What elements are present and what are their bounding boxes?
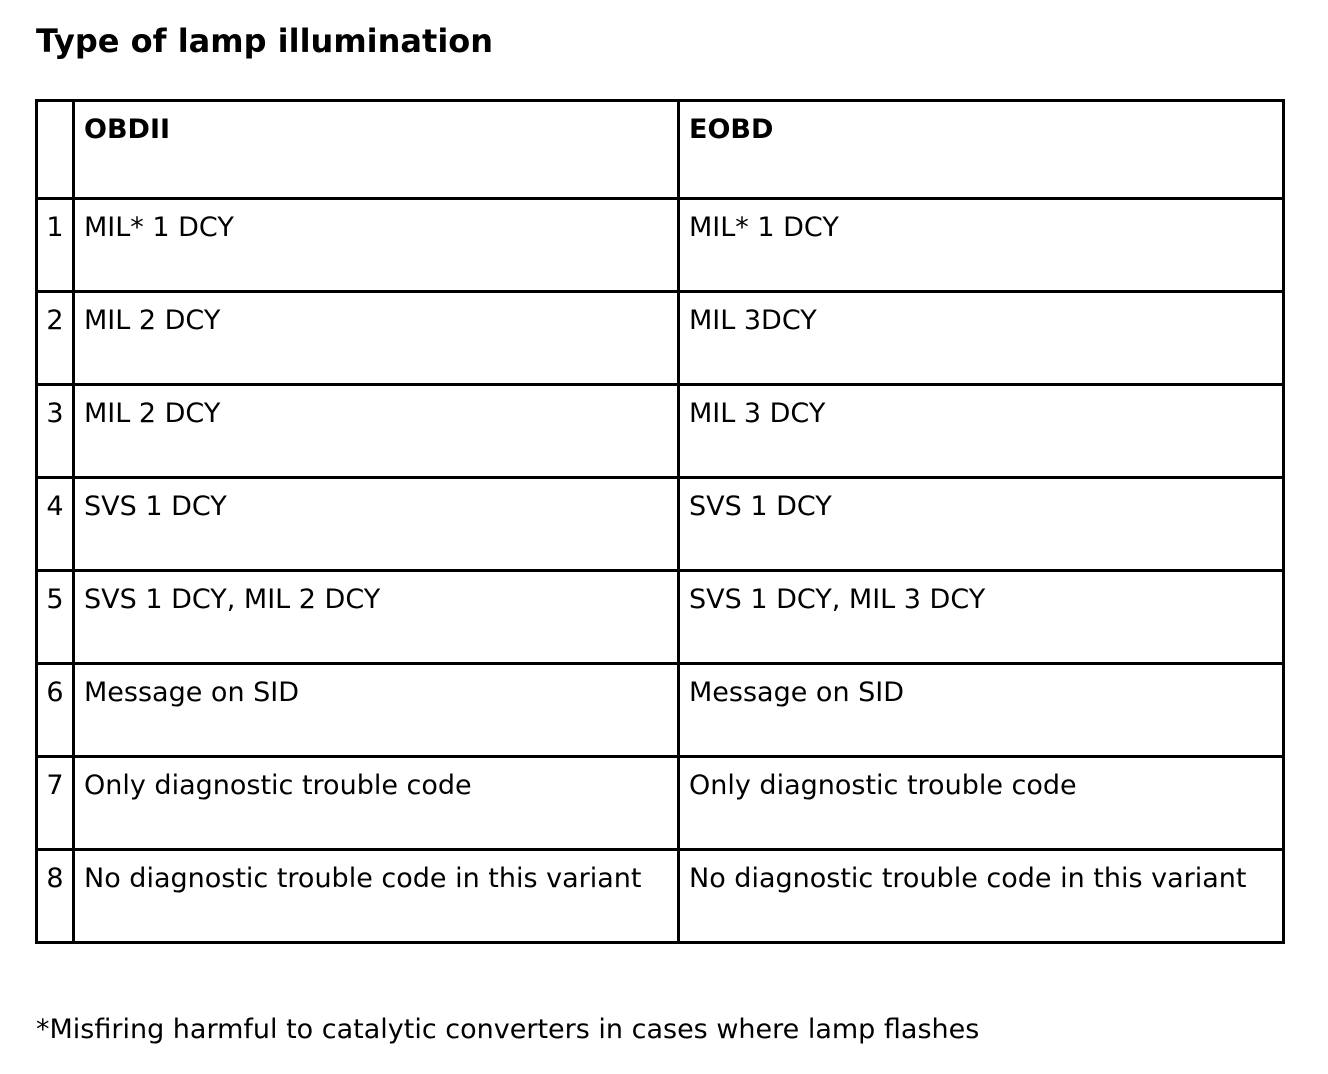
- row-number: 3: [37, 385, 74, 478]
- row-number: 8: [37, 850, 74, 943]
- cell-obdii: MIL 2 DCY: [74, 385, 679, 478]
- cell-eobd: MIL 3 DCY: [679, 385, 1284, 478]
- cell-obdii: SVS 1 DCY, MIL 2 DCY: [74, 571, 679, 664]
- header-number: [37, 101, 74, 199]
- cell-eobd: Only diagnostic trouble code: [679, 757, 1284, 850]
- table-row: [37, 757, 1284, 850]
- cell-obdii: SVS 1 DCY: [74, 478, 679, 571]
- table-header-row: [37, 101, 1284, 199]
- cell-eobd: Message on SID: [679, 664, 1284, 757]
- cell-obdii: MIL 2 DCY: [74, 292, 679, 385]
- header-obdii: OBDII: [74, 101, 679, 199]
- row-number: 5: [37, 571, 74, 664]
- cell-obdii: Message on SID: [74, 664, 679, 757]
- table-row: [37, 385, 1284, 478]
- row-number: 6: [37, 664, 74, 757]
- cell-obdii: MIL* 1 DCY: [74, 199, 679, 292]
- table-row: [37, 199, 1284, 292]
- table-row: [37, 292, 1284, 385]
- cell-eobd: SVS 1 DCY: [679, 478, 1284, 571]
- cell-eobd: SVS 1 DCY, MIL 3 DCY: [679, 571, 1284, 664]
- cell-eobd: No diagnostic trouble code in this variant: [679, 850, 1284, 943]
- table-row: [37, 664, 1284, 757]
- cell-obdii: Only diagnostic trouble code: [74, 757, 679, 850]
- cell-eobd: MIL 3DCY: [679, 292, 1284, 385]
- table-row: [37, 478, 1284, 571]
- row-number: 2: [37, 292, 74, 385]
- row-number: 1: [37, 199, 74, 292]
- page-title: Type of lamp illumination: [36, 22, 494, 60]
- table-row: [37, 850, 1284, 943]
- cell-eobd: MIL* 1 DCY: [679, 199, 1284, 292]
- table-row: [37, 571, 1284, 664]
- cell-obdii: No diagnostic trouble code in this variant: [74, 850, 679, 943]
- row-number: 4: [37, 478, 74, 571]
- footnote: *Misfiring harmful to catalytic converters in cases where lamp flashes: [36, 1014, 980, 1045]
- header-eobd: EOBD: [679, 101, 1284, 199]
- row-number: 7: [37, 757, 74, 850]
- lamp-illumination-table: [35, 99, 1285, 944]
